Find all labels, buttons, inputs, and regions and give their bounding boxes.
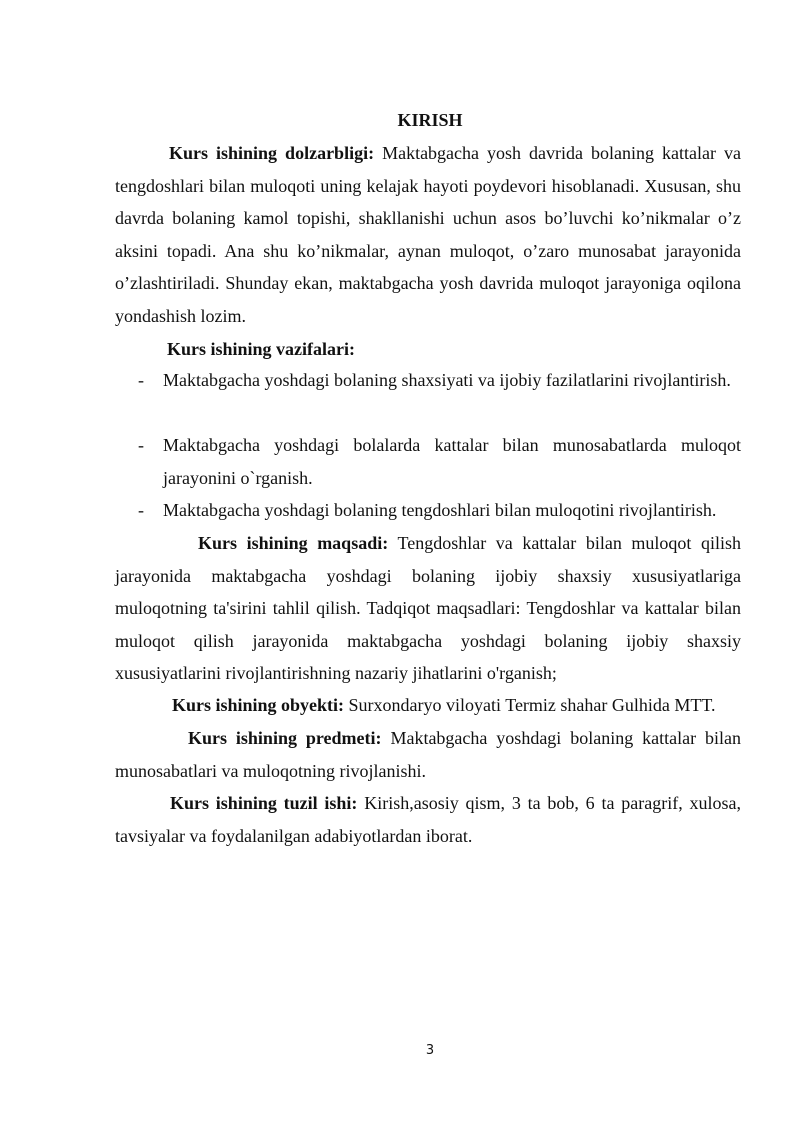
goal-text: Tengdoshlar va kattalar bilan muloqot qilish jarayonida maktabgacha yoshdagi bolaning ijobiy shaxsiy xususiyatlariga muloqotning ta'sirini tahlil qilish. Tadqiqot maqsadlari: Tengdoshlar va kattalar bilan muloqot qilish jarayonida maktabgacha yoshdagi bolaning ijobiy shaxsiy xususiyatlarini rivojlantirishning nazariy jihatlarini o'rganish; (115, 533, 741, 684)
list-item-text: Maktabgacha yoshdagi bolaning tengdoshlari bilan muloqotini rivojlantirish. (163, 500, 717, 520)
object-text: Surxondaryo viloyati Termiz shahar Gulhida MTT. (344, 695, 716, 715)
page-number: 3 (425, 1043, 435, 1058)
tasks-heading: Kurs ishining vazifalari: (167, 339, 356, 359)
structure-paragraph (115, 787, 741, 852)
list-item-text: Maktabgacha yoshdagi bolalarda kattalar bilan munosabatlarda muloqot jarayonini o`rganish. (163, 435, 741, 488)
list-bullet: - (138, 370, 144, 390)
relevance-text: Maktabgacha yosh davrida bolaning kattalar va tengdoshlari bilan muloqoti uning kelajak hayoti poydevori hisoblanadi. Xususan, shu davrda bolaning kamol topishi, shakllanishi uchun asos bo’luvchi ko’nikmalar o’z aksini topadi. Ana shu ko’nikmalar, aynan muloqot, o’zaro munosabat jarayonida o’zlashtiriladi. Shunday ekan, maktabgacha yosh davrida muloqot jarayoniga oqilona yondashish lozim. (115, 143, 741, 326)
page-title: KIRISH (397, 110, 463, 130)
subject-label: Kurs ishining predmeti: (188, 728, 382, 748)
object-paragraph (115, 689, 741, 722)
list-bullet: - (138, 435, 144, 455)
relevance-label: Kurs ishining dolzarbligi: (169, 143, 375, 163)
list-bullet: - (138, 500, 144, 520)
structure-text: Kirish,asosiy qism, 3 ta bob, 6 ta paragrif, xulosa, tavsiyalar va foydalanilgan adabiyotlardan iborat. (115, 793, 741, 846)
goal-paragraph (115, 527, 741, 690)
list-item-text: Maktabgacha yoshdagi bolaning shaxsiyati va ijobiy fazilatlarini rivojlantirish. (163, 370, 731, 390)
goal-label: Kurs ishining maqsadi: (198, 533, 389, 553)
subject-text: Maktabgacha yoshdagi bolaning kattalar bilan munosabatlari va muloqotning rivojlanishi. (115, 728, 741, 781)
object-label: Kurs ishining obyekti: (172, 695, 345, 715)
subject-paragraph (115, 722, 741, 787)
relevance-paragraph (115, 137, 741, 333)
structure-label: Kurs ishining tuzil ishi: (170, 793, 358, 813)
